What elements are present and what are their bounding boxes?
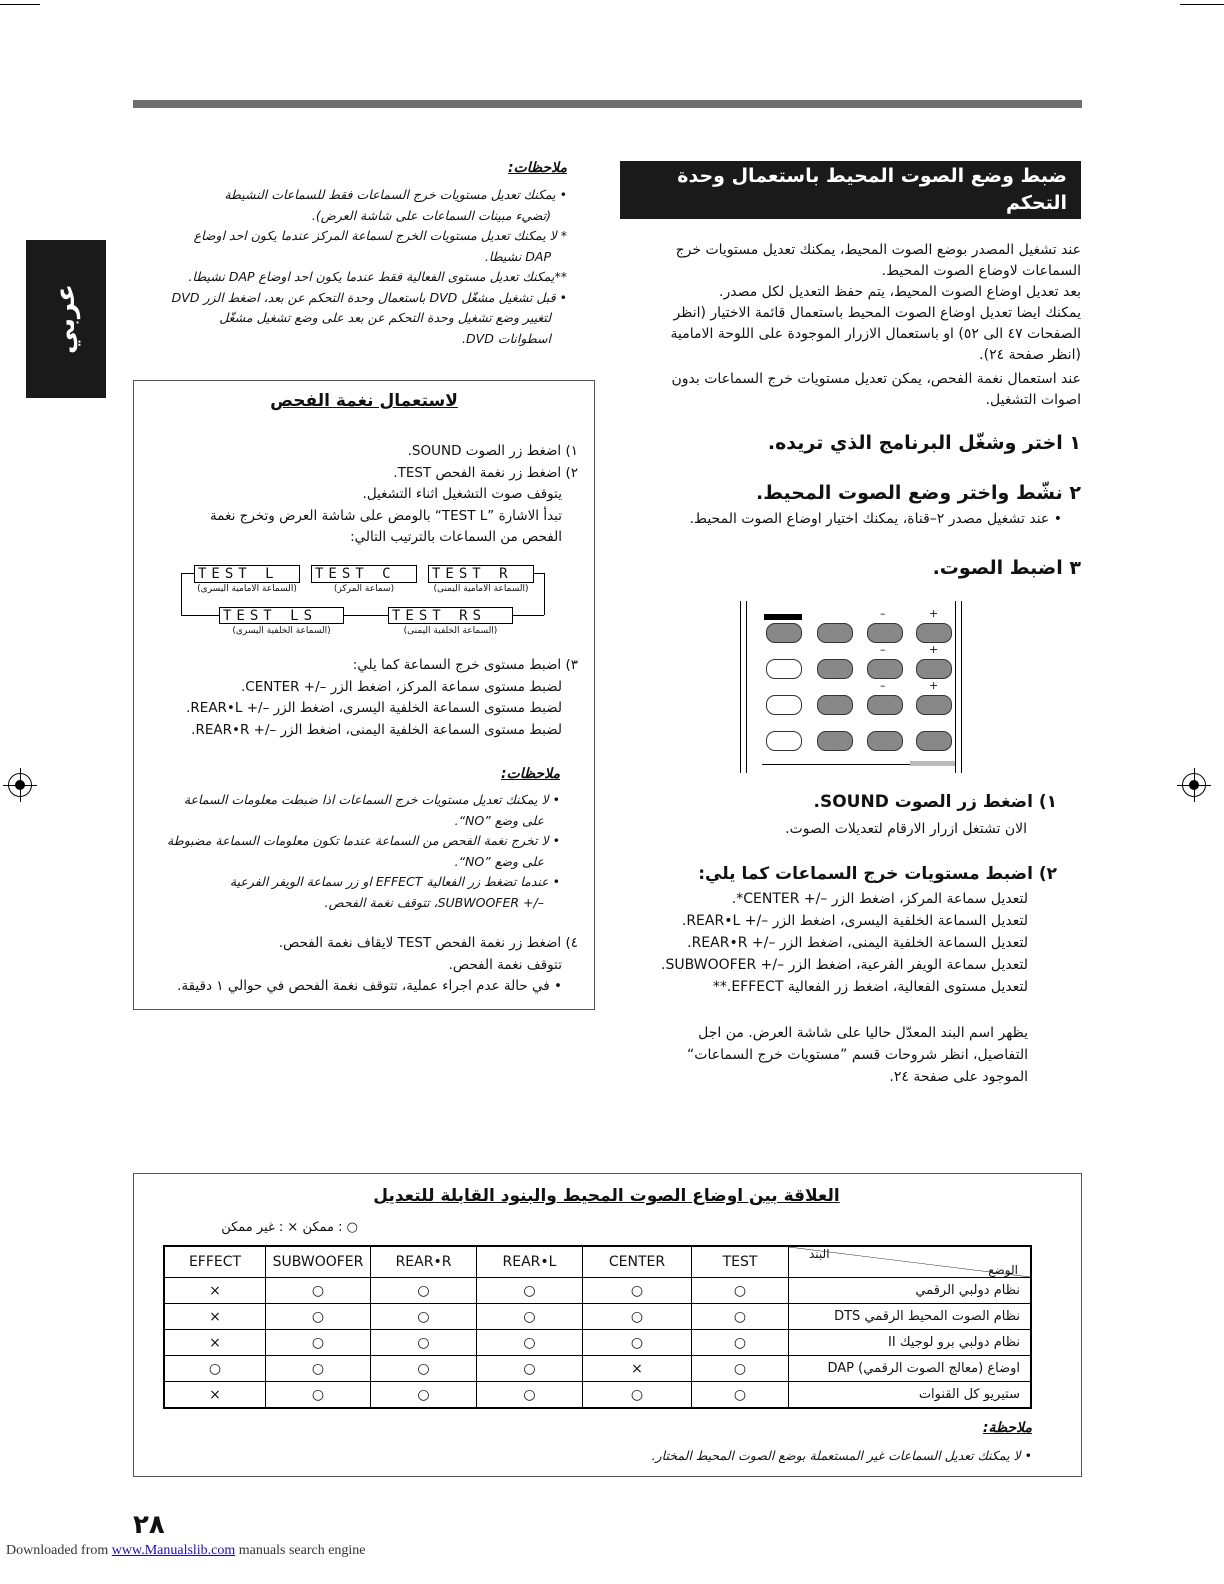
- intro-line: يمكنك ايضا تعديل اوضاع الصوت المحيط باستعمال قائمة الاختيار (انظر: [673, 305, 1081, 321]
- step-2: ٢ نشّط واختر وضع الصوت المحيط.: [755, 482, 1081, 504]
- table-cell: ○: [371, 1278, 477, 1304]
- column-header: EFFECT: [164, 1246, 266, 1278]
- notes-title: ملاحظات:: [507, 160, 567, 176]
- registration-mark-icon: [1182, 773, 1206, 797]
- table-cell: ×: [583, 1356, 692, 1382]
- test-step: ٢) اضغط زر نغمة الفحص TEST.: [393, 464, 578, 481]
- intro-line: عند تشغيل المصدر بوضع الصوت المحيط، يمكنك تعديل مستويات خرج: [675, 242, 1081, 258]
- after-line: يظهر اسم البند المعدّل حاليا على شاشة العرض. من اجل: [698, 1025, 1028, 1041]
- note-line: * لا يمكنك تعديل مستويات الخرج لسماعة المركز عندما يكون احد اوضاع: [193, 228, 567, 243]
- header-bar: [133, 100, 1082, 108]
- step-3: ٣ اضبط الصوت.: [932, 557, 1081, 579]
- notes-list: [133, 185, 567, 349]
- note-line: • عندما تضغط زر الفعالية EFFECT او زر سماعة الويفر الفرعية: [229, 874, 560, 889]
- table-cell: ○: [371, 1356, 477, 1382]
- note-line: على وضع ”NO“.: [454, 853, 544, 869]
- table-cell: ○: [692, 1382, 789, 1409]
- substep-2-after: [620, 1022, 1028, 1088]
- registration-mark-icon: [8, 773, 32, 797]
- note-line: على وضع ”NO“.: [454, 812, 544, 828]
- section-title-line: ضبط وضع الصوت المحيط باستعمال وحدة التحكم: [677, 165, 1067, 214]
- seq-test-l: TEST L: [194, 565, 300, 583]
- minus-label: –: [880, 607, 886, 620]
- table-cell: ○: [583, 1330, 692, 1356]
- after-line: الموجود على صفحة ٢٤.: [889, 1069, 1028, 1085]
- test-step: لضبط مستوى السماعة الخلفية اليسرى، اضغط الزر –/+ REAR•L.: [186, 700, 562, 716]
- test-stop: [134, 933, 578, 998]
- table-cell: ×: [164, 1278, 266, 1304]
- seq-test-ls-label: (السماعة الخلفية اليسرى): [232, 626, 331, 636]
- seq-test-ls: TEST LS: [219, 607, 344, 624]
- table-cell: ○: [583, 1382, 692, 1409]
- table-cell: ○: [583, 1304, 692, 1330]
- test-step: ٣) اضبط مستوى خرج السماعة كما يلي:: [352, 657, 578, 673]
- column-header: REAR•R: [371, 1246, 477, 1278]
- table-cell: ×: [164, 1304, 266, 1330]
- test-notes: [134, 790, 560, 913]
- note-line: (تضيء مبينات السماعات على شاشة العرض).: [311, 207, 551, 223]
- table-cell: ○: [371, 1382, 477, 1409]
- table-header-row: [164, 1246, 1031, 1278]
- remote-control-illustration: [740, 601, 962, 773]
- seq-test-c-label: (سماعة المركز): [333, 584, 395, 594]
- step-1: ١ اختر وشغّل البرنامج الذي تريده.: [767, 432, 1081, 454]
- note-line: • لا تخرج نغمة الفحص من السماعة عندما تكون معلومات السماعة مضبوطة: [167, 833, 560, 848]
- column-header: CENTER: [583, 1246, 692, 1278]
- relationship-title: العلاقة بين اوضاع الصوت المحيط والبنود القابلة للتعديل: [373, 1186, 840, 1206]
- table-cell: ○: [164, 1356, 266, 1382]
- table-cell: ○: [371, 1304, 477, 1330]
- test-step: تبدأ الاشارة ”TEST L“ بالومض على شاشة العرض وتخرج نغمة: [210, 507, 562, 524]
- minus-label: –: [880, 643, 886, 656]
- note-line: لتغيير وضع تشغيل وحدة التحكم عن بعد على وضع تشغيل مشغّل: [219, 310, 551, 325]
- test-step: لضبط مستوى السماعة الخلفية اليمنى، اضغط الزر –/+ REAR•R.: [191, 721, 562, 738]
- seq-test-c: TEST C: [311, 565, 417, 583]
- adjust-line: لتعديل السماعة الخلفية اليسرى، اضغط الزر –/+ REAR•L.: [681, 913, 1028, 929]
- section-title-line: عن بعد: [1001, 219, 1067, 241]
- corner-cell: [789, 1246, 1032, 1278]
- table-row: [164, 1304, 1031, 1330]
- table-cell: ×: [164, 1382, 266, 1409]
- page-number: ٢٨: [133, 1510, 165, 1540]
- remote-sound-button: [766, 623, 802, 643]
- test-step: لضبط مستوى سماعة المركز، اضغط الزر –/+ CENTER.: [240, 678, 562, 695]
- intro-line: الصفحات ٤٧ الى ٥٢) او باستعمال الازرار الموجودة على اللوحة الامامية: [670, 326, 1081, 342]
- table-cell: ○: [477, 1382, 583, 1409]
- intro-line: اصوات التشغيل.: [985, 392, 1081, 408]
- mode-cell: نظام دولبي برو لوجيك II: [789, 1330, 1032, 1356]
- note-line: • قبل تشغيل مشغّل DVD باستعمال وحدة التحكم عن بعد، اضغط الزر DVD: [171, 289, 567, 305]
- table-row: [164, 1278, 1031, 1304]
- table-cell: ○: [692, 1356, 789, 1382]
- seq-test-r-label: (السماعة الامامية اليمنى): [433, 584, 529, 594]
- minus-label: –: [880, 679, 886, 692]
- seq-test-l-label: (السماعة الامامية اليسرى): [197, 584, 297, 594]
- test-tone-box: [133, 380, 595, 1010]
- remote-button: [867, 695, 903, 715]
- note-line: **يمكنك تعديل مستوى الفعالية فقط عندما يكون احد اوضاع DAP نشيطا.: [188, 269, 567, 284]
- mode-cell: ستيريو كل القنوات: [789, 1382, 1032, 1409]
- step-2-note: • عند تشغيل مصدر ٢–قناة، يمكنك اختيار اوضاع الصوت المحيط.: [689, 511, 1062, 527]
- seq-test-rs: TEST RS: [388, 607, 513, 624]
- table-cell: ○: [477, 1304, 583, 1330]
- table-cell: ○: [266, 1304, 371, 1330]
- table-cell: ○: [477, 1356, 583, 1382]
- remote-button: [766, 731, 802, 751]
- test-step: ١) اضغط زر الصوت SOUND.: [407, 443, 578, 459]
- plus-label: +: [929, 607, 939, 620]
- remote-button: [916, 659, 952, 679]
- test-notes-title: ملاحظات:: [500, 766, 560, 782]
- after-line: التفاصيل، انظر شروحات قسم ”مستويات خرج السماعات“: [687, 1047, 1028, 1063]
- remote-button: [817, 659, 853, 679]
- adjust-line: لتعديل مستوى الفعالية، اضغط زر الفعالية EFFECT.**: [712, 979, 1028, 995]
- remote-button: [916, 731, 952, 751]
- plus-label: +: [929, 643, 939, 656]
- remote-button: [867, 623, 903, 643]
- footer-prefix: Downloaded from: [6, 1543, 109, 1558]
- table-cell: ○: [266, 1330, 371, 1356]
- substep-2-list: [600, 888, 1028, 998]
- table-note-title: ملاحظة:: [982, 1420, 1032, 1436]
- table-cell: ○: [371, 1330, 477, 1356]
- test-tone-steps: [154, 441, 578, 549]
- section-title: [620, 161, 1081, 241]
- substep-1-title: ١) اضغط زر الصوت SOUND.: [813, 792, 1057, 812]
- language-tab-label: ﻋﺮﺑﻲ: [50, 283, 81, 355]
- remote-button: [766, 695, 802, 715]
- crop-mark: [1180, 4, 1224, 5]
- remote-button: [916, 695, 952, 715]
- note-line: • يمكنك تعديل مستويات خرج السماعات فقط للسماعات النشيطة: [224, 187, 567, 202]
- remote-button: [867, 731, 903, 751]
- intro-text: [620, 240, 1081, 411]
- seq-test-rs-label: (السماعة الخلفية اليمنى): [403, 626, 498, 636]
- mode-cell: اوضاع (معالج الصوت الرقمي) DAP: [789, 1356, 1032, 1382]
- intro-line: السماعات لاوضاع الصوت المحيط.: [881, 263, 1081, 279]
- corner-mode-label: الوضع: [988, 1263, 1018, 1277]
- table-cell: ×: [164, 1330, 266, 1356]
- test-step: ٤) اضغط زر نغمة الفحص TEST لايقاف نغمة الفحص.: [278, 935, 578, 951]
- table-cell: ○: [692, 1304, 789, 1330]
- table-cell: ○: [692, 1278, 789, 1304]
- table-row: [164, 1330, 1031, 1356]
- note-line: –/+ SUBWOOFER، تتوقف نغمة الفحص.: [324, 894, 544, 910]
- footer: [6, 1543, 366, 1559]
- table-cell: ○: [266, 1356, 371, 1382]
- intro-line: عند استعمال نغمة الفحص، يمكن تعديل مستويات خرج السماعات بدون: [671, 371, 1081, 387]
- note-line: • لا يمكنك تعديل مستويات خرج السماعات اذا ضبطت معلومات السماعة: [183, 792, 560, 807]
- crop-mark: [0, 4, 40, 5]
- substep-1-text: الان تشتغل ازرار الارقام لتعديلات الصوت.: [785, 821, 1027, 837]
- intro-line: بعد تعديل اوضاع الصوت المحيط، يتم حفظ التعديل لكل مصدر.: [719, 284, 1081, 300]
- corner-item-label: البند: [809, 1247, 830, 1261]
- substep-2-title: ٢) اضبط مستويات خرج السماعات كما يلي:: [698, 864, 1057, 884]
- note-line: DAP نشيطا.: [484, 248, 551, 264]
- remote-button: [867, 659, 903, 679]
- adjust-line: لتعديل سماعة المركز، اضغط الزر –/+ CENTER*.: [731, 891, 1028, 907]
- column-header: REAR•L: [477, 1246, 583, 1278]
- intro-line: (انظر صفحة ٢٤).: [979, 347, 1081, 363]
- remote-button: [766, 659, 802, 679]
- mode-cell: نظام الصوت المحيط الرقمي DTS: [789, 1304, 1032, 1330]
- remote-button: [817, 695, 853, 715]
- test-step: • في حالة عدم اجراء عملية، تتوقف نغمة الفحص في حوالي ١ دقيقة.: [177, 978, 562, 994]
- plus-label: +: [929, 679, 939, 692]
- adjust-line: لتعديل سماعة الويفر الفرعية، اضغط الزر –/+ SUBWOOFER.: [661, 957, 1028, 973]
- table-note: • لا يمكنك تعديل السماعات غير المستعملة بوضع الصوت المحيط المختار.: [651, 1448, 1032, 1463]
- test-step: تتوقف نغمة الفحص.: [448, 956, 562, 973]
- remote-button: [817, 623, 853, 643]
- table-cell: ○: [266, 1382, 371, 1409]
- table-cell: ○: [477, 1330, 583, 1356]
- mode-cell: نظام دولبي الرقمي: [789, 1278, 1032, 1304]
- column-header: TEST: [692, 1246, 789, 1278]
- table-row: [164, 1356, 1031, 1382]
- table-cell: ○: [583, 1278, 692, 1304]
- relationship-legend: ○ : ممكن × : غير ممكن: [221, 1220, 358, 1235]
- remote-button: [916, 623, 952, 643]
- language-tab: [26, 240, 106, 398]
- test-adjust: [154, 655, 578, 741]
- footer-suffix: manuals search engine: [238, 1543, 366, 1558]
- note-line: اسطوانات DVD.: [462, 330, 551, 346]
- test-step: الفحص من السماعات بالترتيب التالي:: [350, 529, 562, 545]
- adjust-line: لتعديل السماعة الخلفية اليمنى، اضغط الزر –/+ REAR•R.: [687, 935, 1028, 951]
- test-tone-title: لاستعمال نغمة الفحص: [270, 391, 458, 411]
- table-cell: ○: [266, 1278, 371, 1304]
- footer-link[interactable]: www.Manualslib.com: [111, 1543, 236, 1558]
- table-cell: ○: [477, 1278, 583, 1304]
- test-step: يتوقف صوت التشغيل اثناء التشغيل.: [362, 486, 562, 502]
- remote-button: [817, 731, 853, 751]
- relationship-table: [163, 1245, 1032, 1409]
- column-header: SUBWOOFER: [266, 1246, 371, 1278]
- table-row: [164, 1382, 1031, 1409]
- seq-test-r: TEST R: [428, 565, 534, 583]
- table-cell: ○: [692, 1330, 789, 1356]
